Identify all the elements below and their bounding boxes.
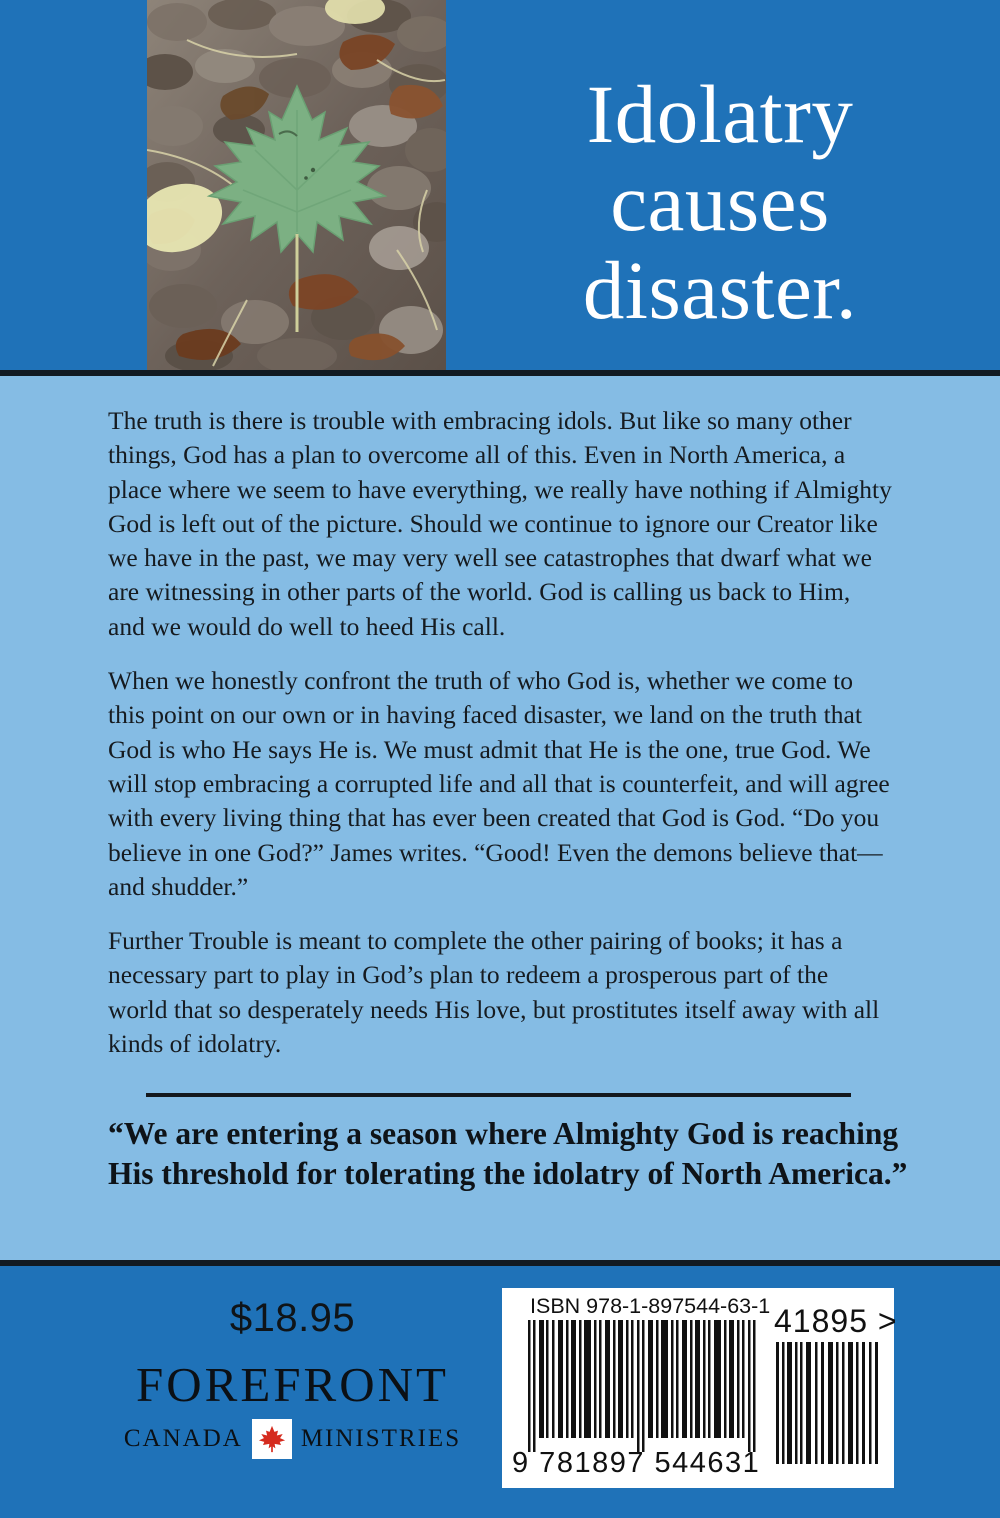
cover-title xyxy=(470,70,970,334)
price-label: $18.95 xyxy=(229,1296,356,1340)
title-line-3: disaster. xyxy=(582,244,858,336)
publisher-name: FOREFRONT xyxy=(136,1357,449,1412)
publisher-ministries-label: MINISTRIES xyxy=(300,1425,462,1452)
maple-leaf-icon xyxy=(252,1419,292,1459)
title-line-2: causes xyxy=(610,156,830,248)
blurb-paragraph-2: When we honestly confront the truth of who God is, whether we come to this point on our own or in having faced disaster, we land on the truth that God is who He says He is. We must admit that He is the one, true God. We will stop embracing a corrupted life and all that is counterfeit, and will agree with every living thing that has ever been created that God is God. “Do you believe in one God?” James writes. “Good! Even the demons believe that—and shudder.” xyxy=(108,666,890,901)
pullquote-divider-rule xyxy=(146,1093,851,1097)
barcode-panel xyxy=(502,1288,898,1488)
publisher-tagline xyxy=(100,1419,485,1459)
price-addon-label: 41895 > xyxy=(774,1303,898,1339)
title-line-1: Idolatry xyxy=(586,68,854,160)
publisher-country-label: CANADA xyxy=(123,1425,243,1452)
ean13-barcode-bars xyxy=(526,1320,766,1452)
isbn-label: ISBN 978-1-897544-63-1 xyxy=(530,1294,771,1318)
blurb-copy xyxy=(108,404,892,1061)
price-addon-barcode-bars xyxy=(774,1342,884,1464)
blurb-paragraph-1: The truth is there is trouble with embracing idols. But like so many other things, God has a plan to overcome all of this. Even in North America, a place where we seem to have everything, we really have nothing if Almighty God is left out of the picture. Should we continue to ignore our Creator like we have in the past, we may very well see catastrophes that dwarf what we are witnessing in other parts of the world. God is calling us back to Him, and we would do well to heed His call. xyxy=(108,406,892,641)
blurb-paragraph-3: Further Trouble is meant to complete the other pairing of books; it has a necessary part to play in God’s plan to redeem a prosperous part of the world that so desperately needs His love, but prostitutes itself away with all kinds of idolatry. xyxy=(108,926,880,1059)
pull-quote: “We are entering a season where Almighty God is reaching His threshold for tolerating the idolatry of North America.” xyxy=(108,1116,908,1191)
maple-leaf-photo xyxy=(147,0,446,370)
ean13-digits: 9 781897 544631 xyxy=(512,1447,761,1479)
